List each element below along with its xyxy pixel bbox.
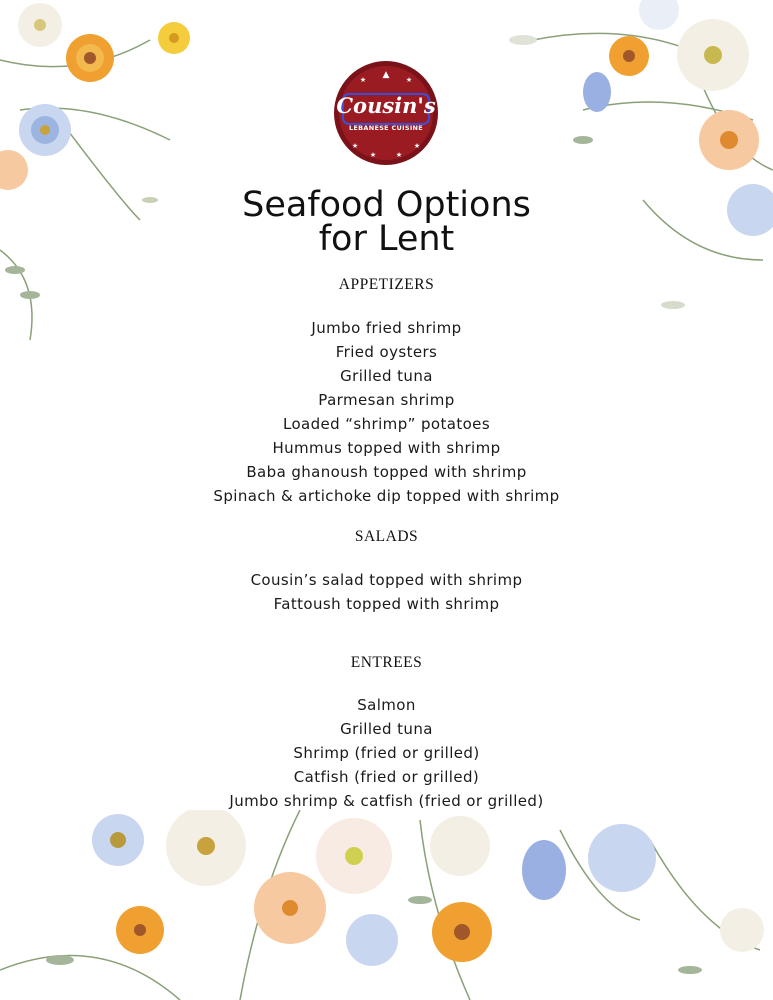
yellow-flower-icon bbox=[158, 22, 190, 54]
peach-flower-icon bbox=[254, 872, 326, 944]
menu-item: Baba ghanoush topped with shrimp bbox=[246, 463, 527, 481]
appetizers-list bbox=[0, 316, 773, 508]
peach-flower-icon bbox=[0, 150, 28, 190]
floral-decoration-top-left bbox=[0, 0, 260, 360]
svg-text:★: ★ bbox=[359, 76, 367, 84]
svg-text:★: ★ bbox=[413, 142, 421, 150]
menu-item: Shrimp (fried or grilled) bbox=[293, 744, 480, 762]
menu-item: Grilled tuna bbox=[340, 720, 433, 738]
restaurant-logo bbox=[333, 60, 439, 166]
menu-item: Salmon bbox=[357, 696, 416, 714]
blue-flower-icon bbox=[588, 824, 656, 892]
orange-flower-icon bbox=[432, 902, 492, 962]
title-line-1: Seafood Options bbox=[242, 185, 531, 225]
section-heading-appetizers: APPETIZERS bbox=[338, 276, 435, 293]
white-flower-icon bbox=[639, 0, 679, 30]
white-flower-icon bbox=[166, 810, 246, 886]
blue-bell-flower-icon bbox=[583, 72, 611, 112]
white-flower-icon bbox=[677, 19, 749, 91]
menu-item: Grilled tuna bbox=[340, 367, 433, 385]
blue-flower-icon bbox=[92, 814, 144, 866]
blue-flower-icon bbox=[19, 104, 71, 156]
menu-item: Fried oysters bbox=[335, 343, 438, 361]
menu-item: Catfish (fried or grilled) bbox=[293, 768, 480, 786]
logo-subtitle: LEBANESE CUISINE bbox=[348, 124, 424, 132]
menu-item: Hummus topped with shrimp bbox=[272, 439, 501, 457]
menu-item: Loaded “shrimp” potatoes bbox=[282, 415, 491, 433]
svg-text:★: ★ bbox=[395, 151, 403, 159]
floral-decoration-bottom bbox=[0, 810, 773, 1000]
white-flower-icon bbox=[720, 908, 764, 952]
white-flower-icon bbox=[316, 818, 392, 894]
orange-flower-icon bbox=[609, 36, 649, 76]
white-flower-icon bbox=[18, 3, 62, 47]
orange-flower-icon bbox=[116, 906, 164, 954]
salads-list bbox=[0, 568, 773, 616]
white-flower-icon bbox=[430, 816, 490, 876]
peach-flower-icon bbox=[699, 110, 759, 170]
svg-text:★: ★ bbox=[369, 151, 377, 159]
menu-item: Spinach & artichoke dip topped with shrimp bbox=[213, 487, 560, 505]
blue-bell-flower-icon bbox=[522, 840, 566, 900]
section-heading-entrees: ENTREES bbox=[350, 654, 423, 671]
orange-flower-icon bbox=[66, 34, 114, 82]
page-title bbox=[0, 185, 773, 259]
menu-item: Jumbo fried shrimp bbox=[311, 319, 462, 337]
floral-decoration-top-right bbox=[493, 0, 773, 360]
menu-item: Jumbo shrimp & catfish (fried or grilled) bbox=[229, 792, 544, 810]
entrees-list bbox=[0, 693, 773, 813]
svg-text:★: ★ bbox=[351, 142, 359, 150]
blue-flower-icon bbox=[346, 914, 398, 966]
logo-name: Cousin's bbox=[336, 93, 436, 118]
svg-text:★: ★ bbox=[405, 76, 413, 84]
svg-text:▲: ▲ bbox=[382, 70, 390, 80]
menu-item: Fattoush topped with shrimp bbox=[273, 595, 500, 613]
section-heading-salads: SALADS bbox=[354, 528, 419, 545]
menu-item: Parmesan shrimp bbox=[318, 391, 455, 409]
title-line-2: for Lent bbox=[318, 219, 455, 259]
menu-item: Cousin’s salad topped with shrimp bbox=[250, 571, 523, 589]
